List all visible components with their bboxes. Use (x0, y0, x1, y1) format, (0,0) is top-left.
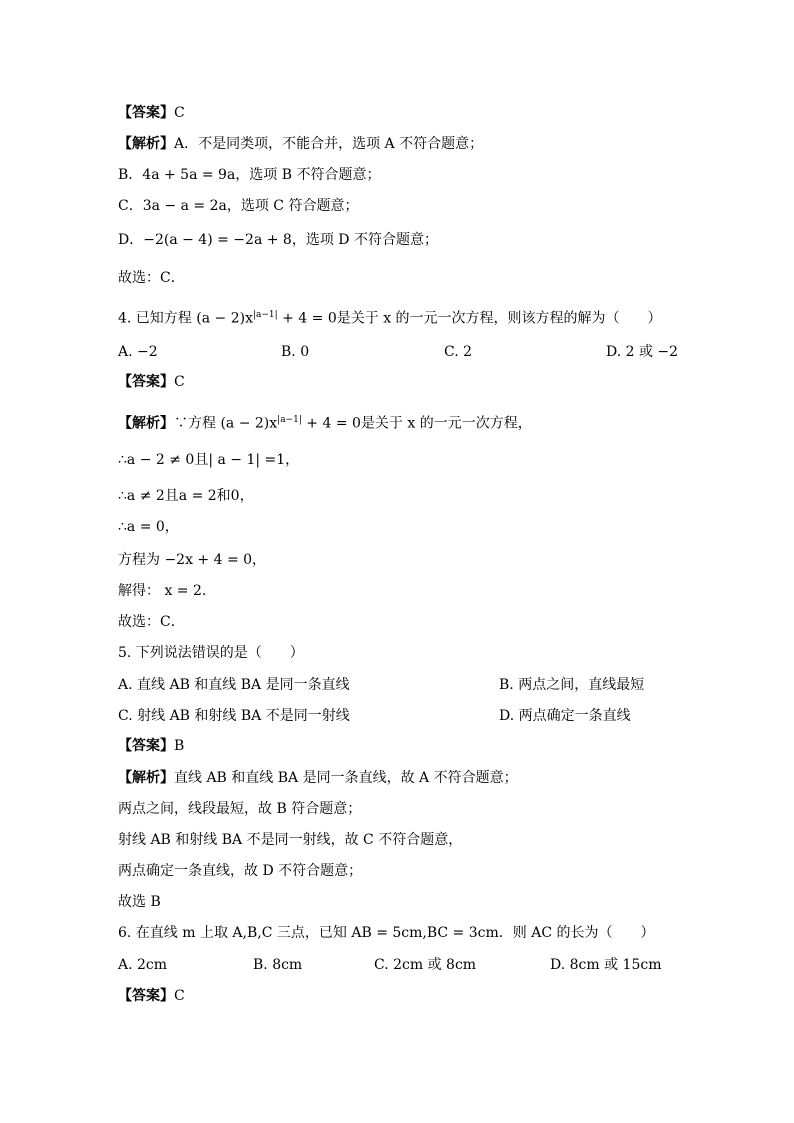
analysis-q5-line-5: 故选 B (118, 894, 161, 910)
answer-value: C (174, 988, 185, 1004)
q5-option-a: A. 直线 AB 和直线 BA 是同一条直线 (118, 677, 350, 693)
analysis-q4-line-7: 故选：C． (118, 614, 185, 630)
answer-q4 (118, 372, 185, 392)
q4-option-c: C. 2 (444, 344, 473, 360)
stem-text: 4. 已知方程 (a − 2)x (118, 310, 253, 327)
answer-q6 (118, 986, 185, 1006)
q4-option-b: B. 0 (281, 344, 310, 360)
analysis-exponent: |a−1| (277, 415, 302, 425)
answer-tag: 【答案】 (118, 988, 174, 1004)
analysis-q4-line-4: ∴a = 0， (118, 519, 179, 535)
analysis-q3-line-5: 故选：C． (118, 270, 185, 286)
analysis-q5-line-3: 射线 AB 和射线 BA 不是同一射线，故 C 不符合题意， (118, 832, 463, 848)
question-6-stem: 6. 在直线 m 上取 A,B,C 三点，已知 AB = 5cm,BC = 3cm．则 AC 的长为（ ） (118, 925, 655, 941)
q6-option-a: A. 2cm (118, 957, 168, 973)
answer-tag: 【答案】 (118, 738, 174, 754)
analysis-tag: 【解析】 (118, 770, 174, 786)
analysis-q4-line-6: 解得： x = 2． (118, 583, 216, 599)
q6-option-c: C. 2cm 或 8cm (374, 957, 477, 973)
answer-value: B (174, 738, 185, 754)
analysis-q5-line-4: 两点确定一条直线，故 D 不符合题意； (118, 863, 363, 879)
q5-option-d: D. 两点确定一条直线 (499, 708, 631, 724)
answer-value: C (174, 374, 185, 390)
analysis-tag: 【解析】 (118, 136, 174, 152)
answer-tag: 【答案】 (118, 105, 174, 121)
analysis-q3-line-2: B．4a + 5a = 9a，选项 B 不符合题意； (118, 167, 381, 183)
analysis-q4-line-5: 方程为 −2x + 4 = 0， (118, 552, 267, 568)
analysis-q3-line-1 (118, 134, 483, 154)
analysis-q4-line-3: ∴a ≠ 2且a = 2和0， (118, 488, 254, 504)
analysis-text: 直线 AB 和直线 BA 是同一条直线，故 A 不符合题意； (174, 770, 518, 786)
answer-tag: 【答案】 (118, 374, 174, 390)
analysis-q3-line-3: C．3a − a = 2a，选项 C 符合题意； (118, 198, 359, 214)
q6-option-d: D. 8cm 或 15cm (550, 957, 662, 973)
q4-option-d: D. 2 或 −2 (606, 344, 679, 360)
q5-option-b: B. 两点之间，直线最短 (499, 677, 645, 693)
stem-rest: + 4 = 0是关于 x 的一元一次方程，则该方程的解为（ ） (277, 310, 662, 327)
analysis-q3-line-4: D．−2(a − 4) = −2a + 8，选项 D 不符合题意； (118, 232, 438, 248)
question-4-stem (118, 305, 662, 325)
stem-exponent: |a−1| (252, 310, 278, 320)
answer-q3 (118, 103, 185, 123)
analysis-text-rest: + 4 = 0是关于 x 的一元一次方程， (301, 415, 532, 432)
analysis-q4-line-1 (118, 410, 532, 430)
answer-value: C (174, 105, 185, 121)
analysis-text: ∵方程 (a − 2)x (174, 415, 278, 432)
analysis-q5-line-2: 两点之间，线段最短，故 B 符合题意； (118, 801, 362, 817)
analysis-tag: 【解析】 (118, 415, 174, 432)
analysis-q5-line-1 (118, 768, 518, 788)
q6-option-b: B. 8cm (253, 957, 303, 973)
analysis-q4-line-2: ∴a − 2 ≠ 0且| a − 1| =1， (118, 452, 300, 468)
q5-option-c: C. 射线 AB 和射线 BA 不是同一射线 (118, 708, 350, 724)
question-5-stem: 5. 下列说法错误的是（ ） (118, 645, 304, 661)
answer-q5 (118, 736, 184, 756)
q4-option-a: A. −2 (118, 344, 158, 360)
analysis-text: A．不是同类项，不能合并，选项 A 不符合题意； (174, 136, 484, 152)
